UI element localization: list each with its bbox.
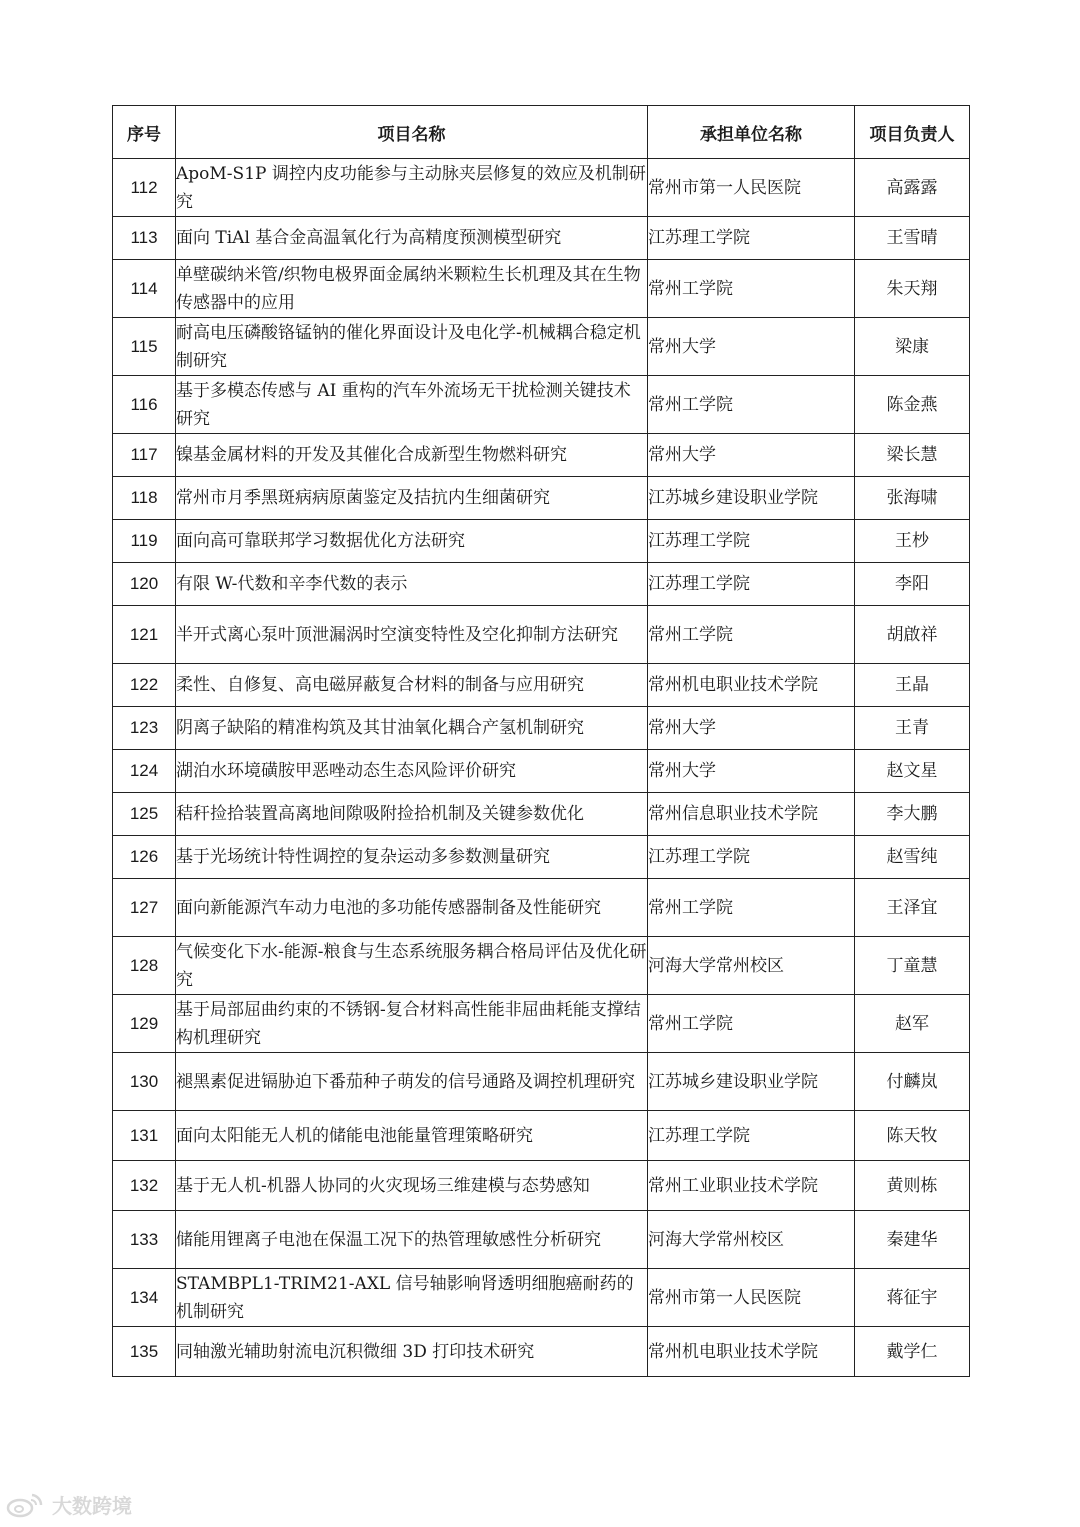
cell-no: 131 bbox=[113, 1111, 176, 1161]
cell-no: 132 bbox=[113, 1161, 176, 1211]
watermark bbox=[6, 1490, 132, 1519]
cell-unit-name: 常州工业职业技术学院 bbox=[648, 1161, 855, 1211]
cell-project-name: 基于无人机-机器人协同的火灾现场三维建模与态势感知 bbox=[176, 1161, 648, 1211]
cell-unit-name: 江苏理工学院 bbox=[648, 217, 855, 260]
header-leader: 项目负责人 bbox=[855, 106, 970, 159]
cell-leader: 高露露 bbox=[855, 159, 970, 217]
cell-unit-name: 常州信息职业技术学院 bbox=[648, 793, 855, 836]
cell-leader: 秦建华 bbox=[855, 1211, 970, 1269]
cell-project-name: 单壁碳纳米管/织物电极界面金属纳米颗粒生长机理及其在生物传感器中的应用 bbox=[176, 260, 648, 318]
cell-leader: 赵雪纯 bbox=[855, 836, 970, 879]
cell-no: 113 bbox=[113, 217, 176, 260]
cell-unit-name: 常州工学院 bbox=[648, 260, 855, 318]
cell-unit-name: 常州大学 bbox=[648, 434, 855, 477]
table-row bbox=[113, 217, 970, 260]
table-row bbox=[113, 477, 970, 520]
cell-no: 123 bbox=[113, 707, 176, 750]
cell-unit-name: 常州工学院 bbox=[648, 376, 855, 434]
cell-leader: 王泽宜 bbox=[855, 879, 970, 937]
cell-unit-name: 常州工学院 bbox=[648, 606, 855, 664]
table-body bbox=[113, 159, 970, 1377]
cell-leader: 张海啸 bbox=[855, 477, 970, 520]
table-row bbox=[113, 664, 970, 707]
cell-leader: 梁康 bbox=[855, 318, 970, 376]
cell-leader: 朱天翔 bbox=[855, 260, 970, 318]
watermark-text: 大数跨境 bbox=[52, 1494, 132, 1518]
table-row bbox=[113, 260, 970, 318]
cell-unit-name: 江苏理工学院 bbox=[648, 1111, 855, 1161]
cell-leader: 丁童慧 bbox=[855, 937, 970, 995]
cell-no: 121 bbox=[113, 606, 176, 664]
table-row bbox=[113, 1111, 970, 1161]
cell-project-name: 有限 W-代数和辛李代数的表示 bbox=[176, 563, 648, 606]
header-project-name: 项目名称 bbox=[176, 106, 648, 159]
cell-unit-name: 常州机电职业技术学院 bbox=[648, 1327, 855, 1377]
cell-no: 117 bbox=[113, 434, 176, 477]
cell-unit-name: 常州机电职业技术学院 bbox=[648, 664, 855, 707]
cell-unit-name: 常州市第一人民医院 bbox=[648, 1269, 855, 1327]
cell-no: 112 bbox=[113, 159, 176, 217]
cell-no: 116 bbox=[113, 376, 176, 434]
cell-leader: 赵文星 bbox=[855, 750, 970, 793]
cell-unit-name: 常州市第一人民医院 bbox=[648, 159, 855, 217]
cell-unit-name: 常州大学 bbox=[648, 318, 855, 376]
cell-unit-name: 河海大学常州校区 bbox=[648, 937, 855, 995]
cell-leader: 付麟岚 bbox=[855, 1053, 970, 1111]
cell-leader: 李阳 bbox=[855, 563, 970, 606]
cell-project-name: 基于光场统计特性调控的复杂运动多参数测量研究 bbox=[176, 836, 648, 879]
weibo-logo-icon bbox=[6, 1491, 46, 1519]
cell-project-name: 阴离子缺陷的精准构筑及其甘油氧化耦合产氢机制研究 bbox=[176, 707, 648, 750]
table-row bbox=[113, 793, 970, 836]
table-row bbox=[113, 318, 970, 376]
table-row bbox=[113, 707, 970, 750]
cell-unit-name: 江苏理工学院 bbox=[648, 520, 855, 563]
cell-project-name: 湖泊水环境磺胺甲恶唑动态生态风险评价研究 bbox=[176, 750, 648, 793]
cell-project-name: 褪黑素促进镉胁迫下番茄种子萌发的信号通路及调控机理研究 bbox=[176, 1053, 648, 1111]
table-row bbox=[113, 995, 970, 1053]
cell-leader: 王雪晴 bbox=[855, 217, 970, 260]
cell-project-name: 面向高可靠联邦学习数据优化方法研究 bbox=[176, 520, 648, 563]
cell-project-name: 耐高电压磷酸铬锰钠的催化界面设计及电化学-机械耦合稳定机制研究 bbox=[176, 318, 648, 376]
table-header-row bbox=[113, 106, 970, 159]
cell-project-name: 常州市月季黑斑病病原菌鉴定及拮抗内生细菌研究 bbox=[176, 477, 648, 520]
cell-unit-name: 江苏理工学院 bbox=[648, 563, 855, 606]
table-row bbox=[113, 1327, 970, 1377]
table-row bbox=[113, 434, 970, 477]
header-unit-name: 承担单位名称 bbox=[648, 106, 855, 159]
cell-leader: 王晶 bbox=[855, 664, 970, 707]
cell-project-name: 储能用锂离子电池在保温工况下的热管理敏感性分析研究 bbox=[176, 1211, 648, 1269]
cell-no: 115 bbox=[113, 318, 176, 376]
cell-no: 125 bbox=[113, 793, 176, 836]
cell-unit-name: 江苏理工学院 bbox=[648, 836, 855, 879]
cell-no: 124 bbox=[113, 750, 176, 793]
table-row bbox=[113, 1211, 970, 1269]
cell-leader: 王杪 bbox=[855, 520, 970, 563]
cell-project-name: 气候变化下水-能源-粮食与生态系统服务耦合格局评估及优化研究 bbox=[176, 937, 648, 995]
cell-no: 122 bbox=[113, 664, 176, 707]
cell-project-name: 镍基金属材料的开发及其催化合成新型生物燃料研究 bbox=[176, 434, 648, 477]
table-row bbox=[113, 1269, 970, 1327]
table-row bbox=[113, 606, 970, 664]
table-row bbox=[113, 836, 970, 879]
cell-leader: 陈天牧 bbox=[855, 1111, 970, 1161]
table-row bbox=[113, 937, 970, 995]
cell-no: 118 bbox=[113, 477, 176, 520]
cell-project-name: 面向 TiAl 基合金高温氧化行为高精度预测模型研究 bbox=[176, 217, 648, 260]
cell-unit-name: 常州工学院 bbox=[648, 879, 855, 937]
table-row bbox=[113, 1161, 970, 1211]
cell-no: 134 bbox=[113, 1269, 176, 1327]
cell-project-name: 基于多模态传感与 AI 重构的汽车外流场无干扰检测关键技术研究 bbox=[176, 376, 648, 434]
cell-no: 127 bbox=[113, 879, 176, 937]
cell-project-name: 同轴激光辅助射流电沉积微细 3D 打印技术研究 bbox=[176, 1327, 648, 1377]
cell-no: 130 bbox=[113, 1053, 176, 1111]
table-row bbox=[113, 376, 970, 434]
cell-no: 128 bbox=[113, 937, 176, 995]
cell-unit-name: 江苏城乡建设职业学院 bbox=[648, 1053, 855, 1111]
cell-project-name: 半开式离心泵叶顶泄漏涡时空演变特性及空化抑制方法研究 bbox=[176, 606, 648, 664]
cell-leader: 赵军 bbox=[855, 995, 970, 1053]
cell-no: 129 bbox=[113, 995, 176, 1053]
cell-leader: 陈金燕 bbox=[855, 376, 970, 434]
cell-no: 135 bbox=[113, 1327, 176, 1377]
cell-leader: 黄则栋 bbox=[855, 1161, 970, 1211]
cell-project-name: ApoM-S1P 调控内皮功能参与主动脉夹层修复的效应及机制研究 bbox=[176, 159, 648, 217]
table-row bbox=[113, 879, 970, 937]
cell-no: 126 bbox=[113, 836, 176, 879]
cell-project-name: STAMBPL1-TRIM21-AXL 信号轴影响肾透明细胞癌耐药的机制研究 bbox=[176, 1269, 648, 1327]
cell-no: 114 bbox=[113, 260, 176, 318]
cell-no: 119 bbox=[113, 520, 176, 563]
cell-leader: 梁长慧 bbox=[855, 434, 970, 477]
project-table bbox=[112, 105, 970, 1377]
cell-no: 133 bbox=[113, 1211, 176, 1269]
cell-project-name: 面向新能源汽车动力电池的多功能传感器制备及性能研究 bbox=[176, 879, 648, 937]
cell-leader: 胡啟祥 bbox=[855, 606, 970, 664]
cell-project-name: 面向太阳能无人机的储能电池能量管理策略研究 bbox=[176, 1111, 648, 1161]
cell-unit-name: 江苏城乡建设职业学院 bbox=[648, 477, 855, 520]
cell-no: 120 bbox=[113, 563, 176, 606]
cell-leader: 戴学仁 bbox=[855, 1327, 970, 1377]
table-row bbox=[113, 563, 970, 606]
cell-unit-name: 河海大学常州校区 bbox=[648, 1211, 855, 1269]
cell-unit-name: 常州大学 bbox=[648, 750, 855, 793]
cell-unit-name: 常州工学院 bbox=[648, 995, 855, 1053]
cell-project-name: 秸秆捡拾装置高离地间隙吸附捡拾机制及关键参数优化 bbox=[176, 793, 648, 836]
cell-project-name: 基于局部屈曲约束的不锈钢-复合材料高性能非屈曲耗能支撑结构机理研究 bbox=[176, 995, 648, 1053]
table-row bbox=[113, 750, 970, 793]
cell-leader: 王青 bbox=[855, 707, 970, 750]
header-no: 序号 bbox=[113, 106, 176, 159]
cell-project-name: 柔性、自修复、高电磁屏蔽复合材料的制备与应用研究 bbox=[176, 664, 648, 707]
table-row bbox=[113, 520, 970, 563]
table-row bbox=[113, 159, 970, 217]
cell-leader: 蒋征宇 bbox=[855, 1269, 970, 1327]
table-row bbox=[113, 1053, 970, 1111]
cell-leader: 李大鹏 bbox=[855, 793, 970, 836]
cell-unit-name: 常州大学 bbox=[648, 707, 855, 750]
